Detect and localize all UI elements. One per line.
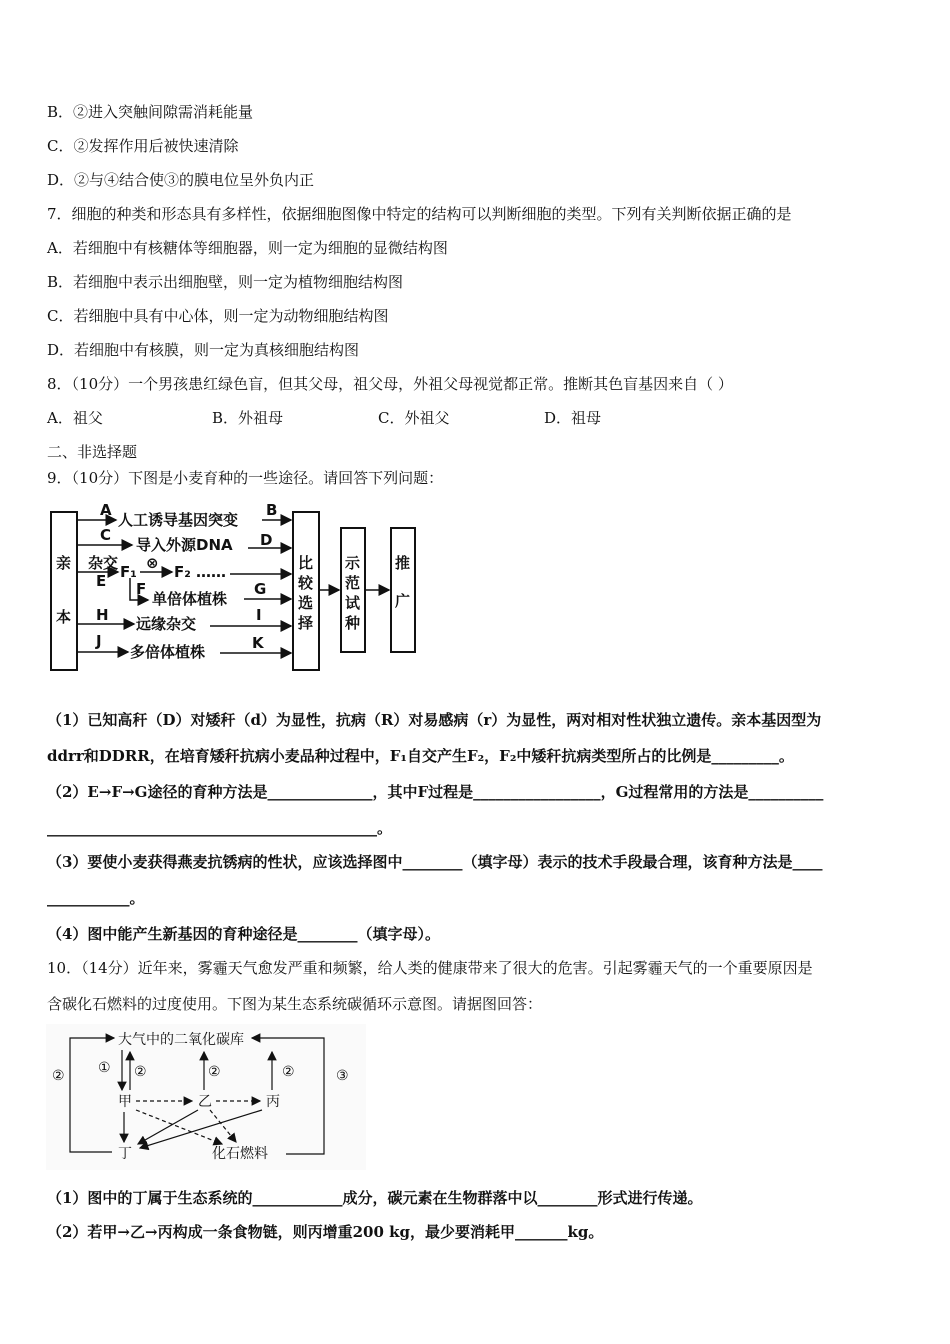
label-g: G <box>254 580 267 598</box>
section-heading: 二、非选择题 <box>47 443 138 461</box>
q9-part2-line2: ____________________________________________。 <box>47 819 393 837</box>
breeding-diagram <box>48 502 428 674</box>
row5-label: 远缘杂交 <box>136 615 197 633</box>
row6-label: 多倍体植株 <box>130 643 206 661</box>
row3-f2: F₂ <box>174 563 191 581</box>
q7-stem: 7．细胞的种类和形态具有多样性，依据细胞图像中特定的结构可以判断细胞的类型。下列有关判断依据正确的是 <box>47 205 792 223</box>
q8-option-d: D．祖母 <box>544 409 602 427</box>
demo-char-1: 示 <box>345 554 361 572</box>
q8-option-c: C．外祖父 <box>378 409 450 427</box>
label-bing-2: ② <box>282 1064 295 1080</box>
label-b: B <box>266 502 278 519</box>
q9-part1-line1: （1）已知高秆（D）对矮秆（d）为显性，抗病（R）对易感病（r）为显性，两对相对性状独立遗传。亲本基因型为 <box>47 711 822 729</box>
label-yi-2: ② <box>208 1064 221 1080</box>
row3-dots: …… <box>196 563 226 581</box>
row3-self: ⊗ <box>146 554 159 572</box>
parent-box <box>51 512 77 670</box>
q8-stem: 8．（10分）一个男孩患红绿色盲，但其父母，祖父母，外祖父母视觉都正常。推断其色盲基因来自（ ） <box>47 375 733 393</box>
q9-part1-line2: ddrr和DDRR，在培育矮秆抗病小麦品种过程中，F₁自交产生F₂，F₂中矮秆抗病类型所占的比例是_________。 <box>47 747 794 765</box>
q9-part3-line1: （3）要使小麦获得燕麦抗锈病的性状，应该选择图中________（填字母）表示的技术手段最合理，该育种方法是____ <box>47 853 823 871</box>
carbon-cycle-diagram <box>46 1024 366 1170</box>
q7-option-d: D．若细胞中有核膜，则一定为真核细胞结构图 <box>47 341 360 359</box>
compare-char-2: 较 <box>298 574 314 592</box>
demo-char-4: 种 <box>345 614 361 632</box>
label-d: D <box>260 531 273 549</box>
q6-option-d: D．②与④结合使③的膜电位呈外负内正 <box>47 171 315 189</box>
label-jia-1: ① <box>98 1060 111 1076</box>
parent-char-1: 亲 <box>56 554 72 572</box>
q7-option-b: B．若细胞中表示出细胞壁，则一定为植物细胞结构图 <box>47 273 404 291</box>
q7-option-a: A．若细胞中有核糖体等细胞器，则一定为细胞的显微结构图 <box>47 239 448 257</box>
row2-label: 导入外源DNA <box>136 536 233 554</box>
promote-box <box>391 528 415 652</box>
co2-pool-label: 大气中的二氧化碳库 <box>118 1032 244 1048</box>
q9-stem: 9．（10分）下图是小麦育种的一些途径。请回答下列问题： <box>47 469 444 487</box>
promote-char-2: 广 <box>395 592 411 610</box>
promote-char-1: 推 <box>395 554 411 572</box>
q6-option-c: C．②发挥作用后被快速清除 <box>47 137 239 155</box>
label-j: J <box>96 632 102 650</box>
label-e: E <box>96 572 107 590</box>
compare-char-1: 比 <box>298 554 314 572</box>
node-bing: 丙 <box>266 1094 280 1110</box>
label-k: K <box>252 634 264 652</box>
label-i: I <box>256 606 262 624</box>
q10-stem-line1: 10．（14分）近年来，雾霾天气愈发严重和频繁，给人类的健康带来了很大的危害。引起雾霾天气的一个重要原因是 <box>47 959 813 977</box>
q7-option-c: C．若细胞中具有中心体，则一定为动物细胞结构图 <box>47 307 389 325</box>
label-h: H <box>96 606 109 624</box>
parent-char-2: 本 <box>56 608 72 626</box>
q10-part2: （2）若甲→乙→丙构成一条食物链，则丙增重200 kg，最少要消耗甲_______kg。 <box>47 1223 604 1241</box>
demo-char-2: 范 <box>345 574 361 592</box>
q9-part2-line1: （2）E→F→G途径的育种方法是______________，其中F过程是_________________，G过程常用的方法是__________ <box>47 783 824 801</box>
row3-f1: F₁ <box>120 563 137 581</box>
q9-part3-line2: ___________。 <box>47 889 145 907</box>
compare-char-4: 择 <box>298 614 314 632</box>
q8-option-b: B．外祖母 <box>212 409 284 427</box>
node-jia: 甲 <box>118 1094 132 1110</box>
label-jia-2: ② <box>134 1064 147 1080</box>
label-c: C <box>100 526 112 544</box>
row4-label: 单倍体植株 <box>152 590 228 608</box>
demo-char-3: 试 <box>345 594 361 612</box>
q10-stem-line2: 含碳化石燃料的过度使用。下图为某生态系统碳循环示意图。请据图回答： <box>47 995 543 1013</box>
q8-option-a: A．祖父 <box>47 409 103 427</box>
node-fossil: 化石燃料 <box>212 1146 268 1162</box>
row1-label: 人工诱导基因突变 <box>118 511 239 529</box>
label-f: F <box>136 580 147 598</box>
row3-cross: 杂交 <box>88 554 119 572</box>
compare-char-3: 选 <box>298 594 314 612</box>
q10-part1: （1）图中的丁属于生态系统的____________成分，碳元素在生物群落中以________形式进行传递。 <box>47 1189 703 1207</box>
q9-part4: （4）图中能产生新基因的育种途径是________（填字母）。 <box>47 925 440 943</box>
node-ding: 丁 <box>118 1146 132 1162</box>
node-yi: 乙 <box>198 1094 212 1110</box>
label-left-2: ② <box>52 1068 65 1084</box>
q6-option-b: B．②进入突触间隙需消耗能量 <box>47 103 254 121</box>
label-right-3: ③ <box>336 1068 349 1084</box>
label-a: A <box>100 502 112 519</box>
